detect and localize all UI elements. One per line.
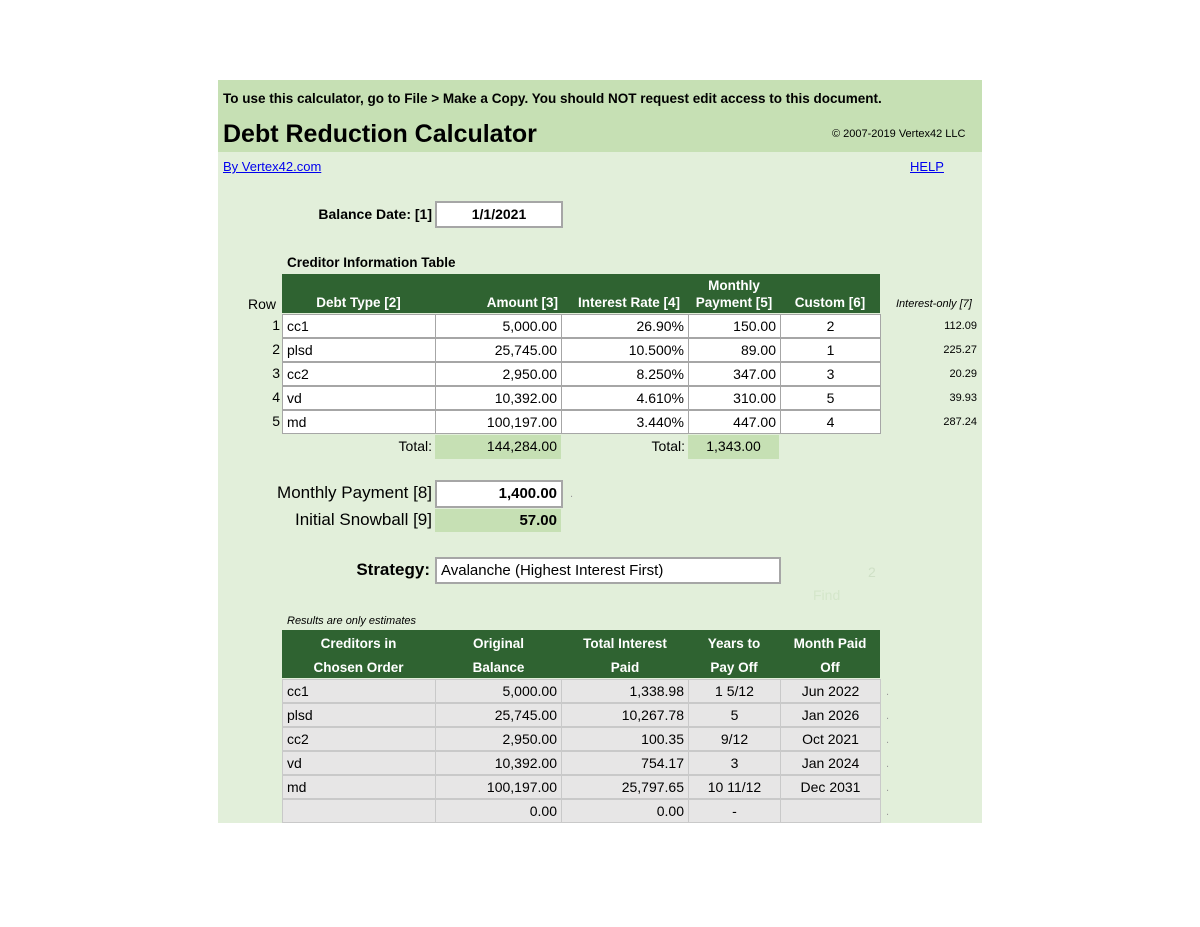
amount-cell[interactable]: 10,392.00 xyxy=(435,386,562,410)
result-years: 1 5/12 xyxy=(688,679,781,703)
result-marker: . xyxy=(886,782,890,794)
total-payment: 1,343.00 xyxy=(688,435,779,459)
result-marker: . xyxy=(886,806,890,818)
result-balance: 0.00 xyxy=(435,799,562,823)
custom-cell[interactable]: 2 xyxy=(780,314,881,338)
res-col-interest-1: Total Interest xyxy=(583,636,667,651)
debt-type-cell[interactable]: cc1 xyxy=(282,314,436,338)
result-month xyxy=(780,799,881,823)
result-name: plsd xyxy=(282,703,436,727)
result-interest: 1,338.98 xyxy=(561,679,689,703)
copy-notice: To use this calculator, go to File > Make a Copy. You should NOT request edit access to this document. xyxy=(223,91,882,106)
result-month: Oct 2021 xyxy=(780,727,881,751)
result-balance: 5,000.00 xyxy=(435,679,562,703)
debt-type-cell[interactable]: cc2 xyxy=(282,362,436,386)
result-name: md xyxy=(282,775,436,799)
interest-only-value: 39.93 xyxy=(949,392,977,404)
total-amount-label: Total: xyxy=(398,438,432,454)
result-interest: 754.17 xyxy=(561,751,689,775)
rate-cell[interactable]: 3.440% xyxy=(561,410,689,434)
result-marker: . xyxy=(886,734,890,746)
row-number: 3 xyxy=(272,365,280,381)
debt-type-cell[interactable]: md xyxy=(282,410,436,434)
debt-type-cell[interactable]: plsd xyxy=(282,338,436,362)
result-month: Jun 2022 xyxy=(780,679,881,703)
result-name: cc2 xyxy=(282,727,436,751)
interest-only-value: 20.29 xyxy=(949,368,977,380)
amount-cell[interactable]: 100,197.00 xyxy=(435,410,562,434)
res-col-years-1: Years to xyxy=(707,636,761,651)
payment-cell[interactable]: 89.00 xyxy=(688,338,781,362)
debt-type-cell[interactable]: vd xyxy=(282,386,436,410)
custom-cell[interactable]: 3 xyxy=(780,362,881,386)
result-marker: . xyxy=(886,686,890,698)
strategy-hidden-find: Find xyxy=(813,587,841,603)
monthly-payment-label: Monthly Payment [8] xyxy=(277,483,432,502)
rate-cell[interactable]: 8.250% xyxy=(561,362,689,386)
result-years: 5 xyxy=(688,703,781,727)
monthly-payment-input[interactable]: 1,400.00 xyxy=(435,480,563,508)
result-interest: 25,797.65 xyxy=(561,775,689,799)
result-month: Dec 2031 xyxy=(780,775,881,799)
result-interest: 10,267.78 xyxy=(561,703,689,727)
result-years: 9/12 xyxy=(688,727,781,751)
result-marker: . xyxy=(886,710,890,722)
col-custom: Custom [6] xyxy=(794,295,866,310)
creditor-table-title: Creditor Information Table xyxy=(287,255,456,270)
row-number: 5 xyxy=(272,413,280,429)
row-label: Row xyxy=(248,296,277,312)
rate-cell[interactable]: 10.500% xyxy=(561,338,689,362)
col-amount: Amount [3] xyxy=(486,295,558,310)
result-name: vd xyxy=(282,751,436,775)
result-interest: 100.35 xyxy=(561,727,689,751)
initial-snowball-value: 57.00 xyxy=(435,509,561,532)
res-col-balance-2: Balance xyxy=(472,660,525,675)
res-col-month-2: Off xyxy=(820,660,840,675)
result-balance: 10,392.00 xyxy=(435,751,562,775)
res-col-years-2: Pay Off xyxy=(710,660,758,675)
interest-only-value: 287.24 xyxy=(943,416,977,428)
monthly-payment-marker: . xyxy=(570,488,574,500)
col-debt-type: Debt Type [2] xyxy=(316,295,401,310)
row-number: 2 xyxy=(272,341,280,357)
result-years: - xyxy=(688,799,781,823)
payment-cell[interactable]: 447.00 xyxy=(688,410,781,434)
res-col-month-1: Month Paid xyxy=(793,636,867,651)
res-col-creditors-2: Chosen Order xyxy=(313,660,404,675)
strategy-select[interactable]: Avalanche (Highest Interest First) xyxy=(435,557,781,584)
total-amount: 144,284.00 xyxy=(435,435,561,459)
payment-cell[interactable]: 310.00 xyxy=(688,386,781,410)
row-number: 4 xyxy=(272,389,280,405)
result-marker: . xyxy=(886,758,890,770)
strategy-hidden-number: 2 xyxy=(868,564,876,580)
help-link[interactable]: HELP xyxy=(910,159,944,174)
copyright: © 2007-2019 Vertex42 LLC xyxy=(832,128,966,140)
result-balance: 25,745.00 xyxy=(435,703,562,727)
results-note: Results are only estimates xyxy=(287,615,416,627)
interest-only-value: 112.09 xyxy=(944,320,977,332)
result-name xyxy=(282,799,436,823)
result-balance: 2,950.00 xyxy=(435,727,562,751)
result-month: Jan 2026 xyxy=(780,703,881,727)
result-years: 10 11/12 xyxy=(688,775,781,799)
amount-cell[interactable]: 5,000.00 xyxy=(435,314,562,338)
col-interest-rate: Interest Rate [4] xyxy=(577,295,680,310)
result-name: cc1 xyxy=(282,679,436,703)
result-interest: 0.00 xyxy=(561,799,689,823)
amount-cell[interactable]: 2,950.00 xyxy=(435,362,562,386)
result-month: Jan 2024 xyxy=(780,751,881,775)
interest-only-value: 225.27 xyxy=(943,344,977,356)
custom-cell[interactable]: 5 xyxy=(780,386,881,410)
res-col-creditors-1: Creditors in xyxy=(320,636,397,651)
results-table-header xyxy=(282,630,880,678)
initial-snowball-label: Initial Snowball [9] xyxy=(294,510,432,529)
vertex42-link[interactable]: By Vertex42.com xyxy=(223,159,322,174)
amount-cell[interactable]: 25,745.00 xyxy=(435,338,562,362)
col-monthly: Monthly xyxy=(708,278,760,293)
payment-cell[interactable]: 150.00 xyxy=(688,314,781,338)
balance-date-input[interactable]: 1/1/2021 xyxy=(435,201,563,228)
interest-only-header: Interest-only [7] xyxy=(896,298,972,310)
result-balance: 100,197.00 xyxy=(435,775,562,799)
custom-cell[interactable]: 1 xyxy=(780,338,881,362)
strategy-label: Strategy: xyxy=(356,560,430,579)
payment-cell[interactable]: 347.00 xyxy=(688,362,781,386)
res-col-balance-1: Original xyxy=(472,636,524,651)
custom-cell[interactable]: 4 xyxy=(780,410,881,434)
page-title: Debt Reduction Calculator xyxy=(223,120,537,148)
col-payment: Payment [5] xyxy=(695,295,773,310)
res-col-interest-2: Paid xyxy=(610,660,640,675)
rate-cell[interactable]: 26.90% xyxy=(561,314,689,338)
creditor-table-header xyxy=(282,274,880,313)
row-number: 1 xyxy=(272,317,280,333)
balance-date-label: Balance Date: [1] xyxy=(318,206,432,222)
total-payment-label: Total: xyxy=(651,438,685,454)
result-years: 3 xyxy=(688,751,781,775)
rate-cell[interactable]: 4.610% xyxy=(561,386,689,410)
